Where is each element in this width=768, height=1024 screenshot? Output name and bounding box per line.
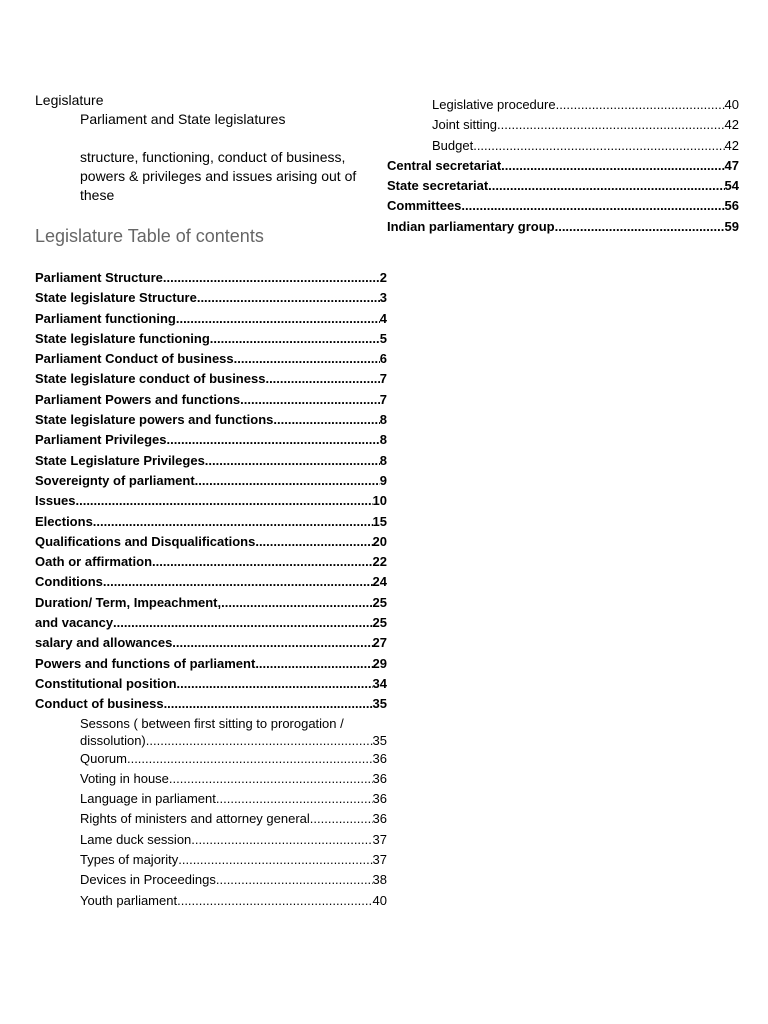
toc-entry-page: 6 <box>379 351 387 367</box>
toc-entry-page: 27 <box>372 635 387 651</box>
toc-leader-dots <box>103 572 373 592</box>
toc-entry[interactable] <box>35 329 387 349</box>
toc-entry-page: 36 <box>372 791 387 807</box>
toc-entry-page: 3 <box>379 290 387 306</box>
toc-entry-label: Voting in house <box>80 770 169 786</box>
left-column <box>35 91 387 911</box>
toc-subentry[interactable] <box>387 95 739 115</box>
toc-entry[interactable] <box>35 268 387 288</box>
toc-entry-page: 42 <box>724 137 739 153</box>
toc-entry-label: Legislative procedure <box>432 97 556 112</box>
toc-subentry[interactable] <box>35 830 387 850</box>
toc-entry-page: 35 <box>372 732 387 748</box>
toc-entry-label: Qualifications and Disqualifications <box>35 533 256 549</box>
toc-leader-dots <box>273 410 379 430</box>
toc-entry-label: Lame duck session <box>80 831 192 847</box>
toc-subentry[interactable] <box>387 136 739 156</box>
toc-leader-dots <box>216 789 373 809</box>
toc-entry[interactable] <box>35 471 387 491</box>
toc-leader-dots <box>177 674 373 694</box>
toc-entry[interactable] <box>35 613 387 633</box>
toc-entry-page: 35 <box>372 696 387 712</box>
toc-leader-dots <box>234 349 380 369</box>
toc-leader-dots <box>556 95 725 115</box>
toc-entry-page: 38 <box>372 872 387 888</box>
toc-entry-label: and vacancy <box>35 615 114 631</box>
toc-leader-dots <box>169 769 373 789</box>
toc-entry-page: 25 <box>372 615 387 631</box>
toc-leader-dots <box>176 309 380 329</box>
toc-entry-page: 20 <box>372 533 387 549</box>
toc-entry-label: State legislature powers and functions <box>35 412 274 428</box>
toc-leader-dots <box>152 552 373 572</box>
toc-entry[interactable] <box>35 552 387 572</box>
toc-entry-page: 5 <box>379 330 387 346</box>
toc-leader-dots <box>191 830 372 850</box>
toc-entry-page: 36 <box>372 811 387 827</box>
toc-entry-page: 34 <box>372 675 387 691</box>
toc-entry[interactable] <box>35 491 387 511</box>
toc-entry-label: State legislature conduct of business <box>35 371 266 387</box>
toc-entry-page: 10 <box>372 493 387 509</box>
toc-entry-page: 15 <box>372 513 387 529</box>
toc-entry-page: 8 <box>379 412 387 428</box>
toc-entry-page: 37 <box>372 831 387 847</box>
toc-entry[interactable] <box>35 451 387 471</box>
toc-entry-label: Conduct of business <box>35 696 164 712</box>
toc-leader-dots <box>255 654 372 674</box>
intro-subtitle: Parliament and State legislatures <box>80 111 286 127</box>
toc-entry-page: 22 <box>372 554 387 570</box>
toc-entry-label: Parliament Powers and functions <box>35 391 241 407</box>
toc-entry-label: Conditions <box>35 574 103 590</box>
toc-entry-page: 47 <box>724 157 739 173</box>
toc-entry-page: 7 <box>379 391 387 407</box>
toc-entry-page: 8 <box>379 432 387 448</box>
intro-title: Legislature <box>35 92 104 108</box>
toc-entry-label: Sovereignty of parliament <box>35 472 195 488</box>
toc-entry[interactable] <box>35 512 387 532</box>
toc-entry[interactable] <box>387 176 739 196</box>
toc-entry-label: Joint sitting <box>432 117 498 133</box>
toc-leader-dots <box>240 390 380 410</box>
toc-entry-label: Powers and functions of parliament <box>35 655 256 671</box>
intro-description: structure, functioning, conduct of business, powers & privileges and issues arising out of these <box>80 149 357 203</box>
toc-subentry[interactable] <box>35 789 387 809</box>
toc-entry-label: Quorum <box>80 750 127 766</box>
toc-leader-dots <box>205 451 380 471</box>
toc-entry-label: Youth parliament <box>80 892 178 908</box>
toc-entry-label: State secretariat <box>387 178 489 194</box>
toc-leader-dots <box>163 268 380 288</box>
toc-entry-label: Oath or affirmation <box>35 554 153 570</box>
toc-entry-label: Devices in Proceedings <box>80 872 216 888</box>
toc-entry-label: Central secretariat <box>387 157 502 173</box>
toc-subentry[interactable] <box>387 115 739 135</box>
toc-subentry[interactable] <box>35 749 387 769</box>
toc-entry[interactable] <box>35 532 387 552</box>
toc-entry-page: 36 <box>372 770 387 786</box>
toc-leader-dots <box>555 217 725 237</box>
toc-leader-dots <box>178 850 372 870</box>
toc-entry-label: Committees <box>387 198 462 214</box>
toc-entry[interactable] <box>35 349 387 369</box>
toc-leader-dots <box>127 749 373 769</box>
toc-entry[interactable] <box>35 694 387 714</box>
toc-entry-label: Parliament Privileges <box>35 432 167 448</box>
toc-leader-dots <box>197 288 380 308</box>
toc-list-main <box>35 268 387 911</box>
toc-entry-label: Rights of ministers and attorney general <box>80 811 310 827</box>
toc-leader-dots <box>265 369 379 389</box>
toc-entry-page: 29 <box>372 655 387 671</box>
toc-leader-dots <box>164 694 373 714</box>
toc-subentry[interactable] <box>35 891 387 911</box>
toc-entry-page: 25 <box>372 594 387 610</box>
toc-entry-label: Parliament functioning <box>35 310 176 326</box>
toc-entry[interactable] <box>387 196 739 216</box>
toc-entry-label: Language in parliament <box>80 791 216 807</box>
toc-leader-dots <box>210 329 380 349</box>
toc-entry-label: Constitutional position <box>35 675 177 691</box>
toc-entry[interactable] <box>35 309 387 329</box>
toc-entry-page: 9 <box>379 472 387 488</box>
toc-entry-label: Parliament Structure <box>35 270 163 285</box>
toc-leader-dots <box>75 491 372 511</box>
toc-entry-label: Issues <box>35 493 76 509</box>
toc-subentry[interactable] <box>35 769 387 789</box>
toc-leader-dots <box>167 430 380 450</box>
toc-leader-dots <box>93 512 373 532</box>
toc-leader-dots <box>497 115 724 135</box>
toc-entry-label: Duration/ Term, Impeachment, <box>35 594 222 610</box>
toc-entry-page: 37 <box>372 852 387 868</box>
toc-heading: Legislature Table of contents <box>35 226 264 246</box>
toc-entry-label: Sessons ( between first sitting to prorogation / <box>80 715 344 731</box>
toc-entry[interactable] <box>35 654 387 674</box>
toc-list-continued <box>387 95 739 237</box>
toc-entry-page: 8 <box>379 452 387 468</box>
toc-entry-page: 40 <box>724 97 739 112</box>
toc-subentry[interactable] <box>35 809 387 829</box>
toc-entry-label: State legislature Structure <box>35 290 197 306</box>
toc-entry[interactable] <box>35 633 387 653</box>
toc-entry-page: 24 <box>372 574 387 590</box>
toc-entry-page: 2 <box>379 270 387 285</box>
toc-entry-page: 36 <box>372 750 387 766</box>
toc-entry[interactable] <box>35 430 387 450</box>
toc-entry-page: 40 <box>372 892 387 908</box>
toc-leader-dots <box>473 136 724 156</box>
toc-entry-page: 7 <box>379 371 387 387</box>
toc-leader-dots <box>461 196 724 216</box>
toc-entry[interactable] <box>35 410 387 430</box>
toc-leader-dots <box>195 471 380 491</box>
toc-entry-label: Budget <box>432 137 474 153</box>
toc-entry-label-continued: dissolution) <box>80 732 146 748</box>
toc-entry[interactable] <box>35 593 387 613</box>
toc-leader-dots <box>146 732 373 749</box>
toc-leader-dots <box>501 156 724 176</box>
toc-entry-label: Elections <box>35 513 93 529</box>
toc-entry-label: Types of majority <box>80 852 179 868</box>
toc-entry-label: Indian parliamentary group <box>387 218 555 234</box>
toc-subentry[interactable] <box>35 870 387 890</box>
toc-entry[interactable] <box>35 572 387 592</box>
toc-entry-label: State legislature functioning <box>35 330 210 346</box>
toc-entry-label: State Legislature Privileges <box>35 452 205 468</box>
toc-entry-page: 42 <box>724 117 739 133</box>
toc-leader-dots <box>113 613 372 633</box>
toc-leader-dots <box>255 532 372 552</box>
toc-entry[interactable] <box>35 674 387 694</box>
toc-entry[interactable] <box>35 369 387 389</box>
toc-leader-dots <box>177 891 372 911</box>
toc-leader-dots <box>172 633 372 653</box>
toc-entry-page: 4 <box>379 310 387 326</box>
toc-entry[interactable] <box>35 288 387 308</box>
toc-subentry[interactable] <box>35 850 387 870</box>
toc-leader-dots <box>216 870 373 890</box>
toc-entry[interactable] <box>35 390 387 410</box>
toc-entry-page: 56 <box>724 198 739 214</box>
toc-entry-label: Parliament Conduct of business <box>35 351 234 367</box>
toc-entry-page: 59 <box>724 218 739 234</box>
toc-entry-page: 54 <box>724 178 739 194</box>
toc-subentry-sessions[interactable] <box>35 715 387 749</box>
toc-leader-dots <box>310 809 373 829</box>
toc-entry-label: salary and allowances <box>35 635 173 651</box>
toc-entry[interactable] <box>387 156 739 176</box>
right-column <box>387 95 739 237</box>
toc-entry[interactable] <box>387 217 739 237</box>
toc-leader-dots <box>488 176 724 196</box>
toc-leader-dots <box>221 593 372 613</box>
